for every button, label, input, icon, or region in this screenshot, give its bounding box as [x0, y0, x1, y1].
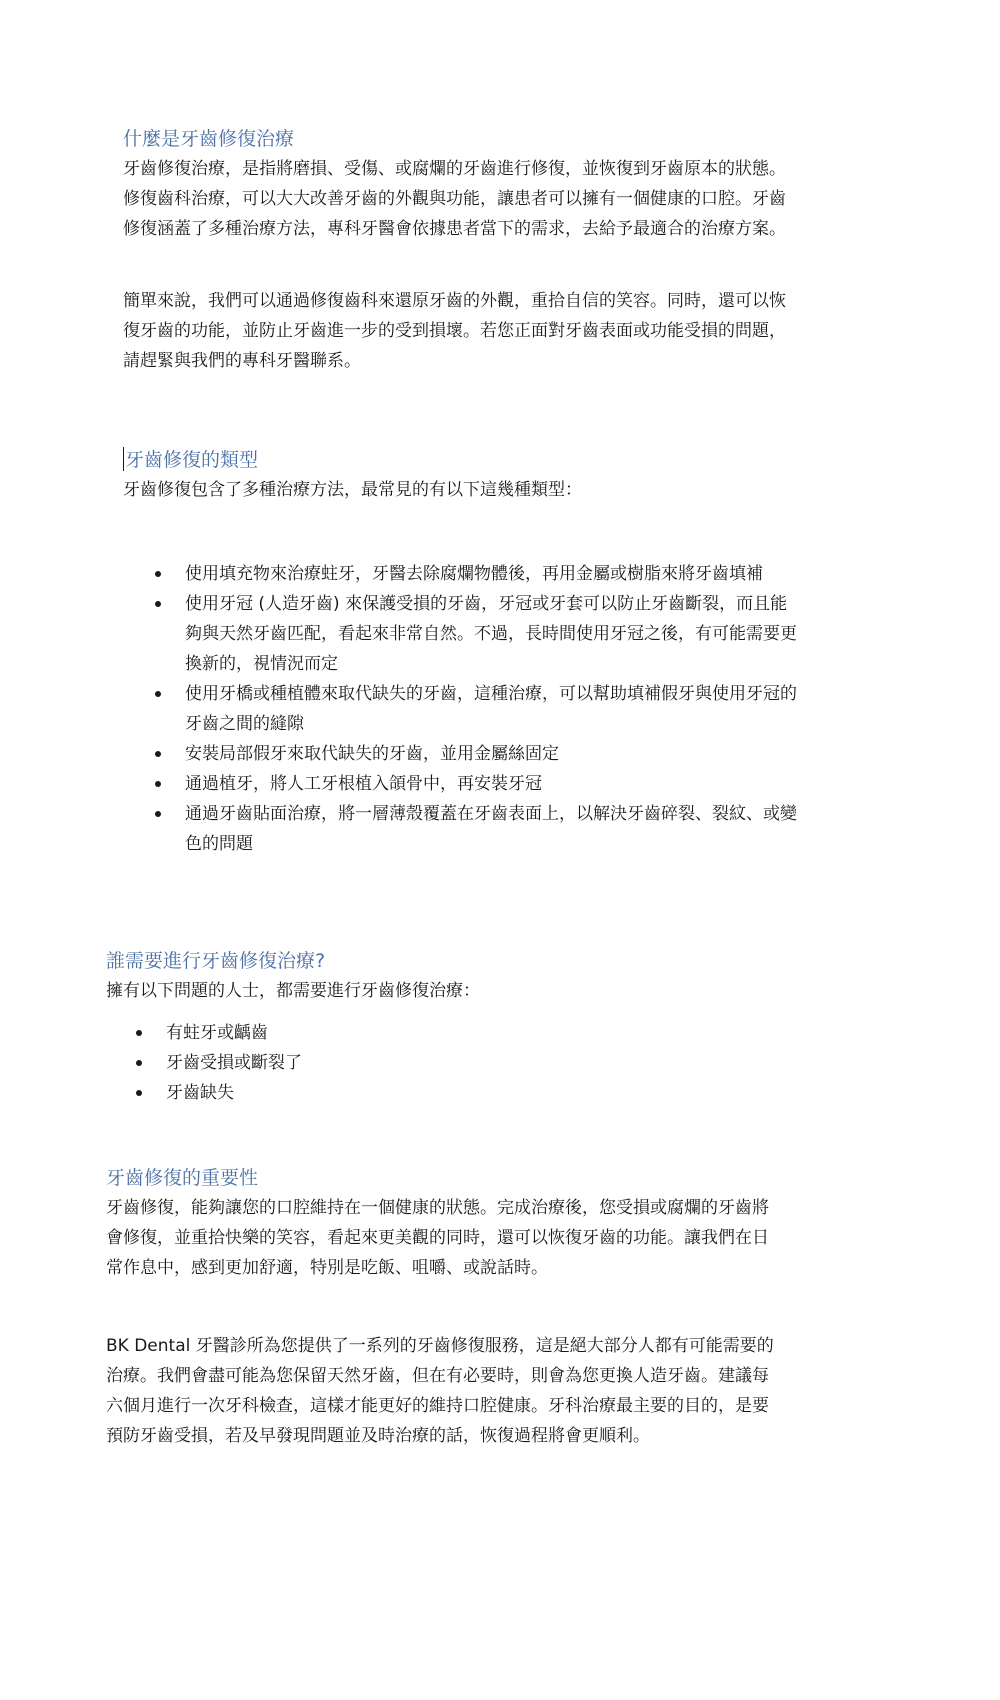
- paragraph: [106, 1193, 926, 1283]
- bullet-icon: [136, 1060, 142, 1066]
- text-line: 六個月進行一次牙科檢查，這樣才能更好的維持口腔健康。牙科治療最主要的目的，是要: [106, 1396, 769, 1416]
- section-restoration-types: [123, 445, 943, 859]
- bullet-icon: [155, 781, 161, 787]
- bullet-icon: [136, 1030, 142, 1036]
- bullet-list: [106, 1018, 926, 1108]
- text-line: 會修復，並重拾快樂的笑容，看起來更美觀的同時，還可以恢復牙齒的功能。讓我們在日: [106, 1228, 769, 1248]
- text-line: 牙齒修復治療，是指將磨損、受傷、或腐爛的牙齒進行修復，並恢復到牙齒原本的狀態。: [123, 159, 786, 179]
- text-line: 復牙齒的功能，並防止牙齒進一步的受到損壞。若您正面對牙齒表面或功能受損的問題，: [123, 321, 786, 341]
- text-line: 使用填充物來治療蛀牙，牙醫去除腐爛物體後，再用金屬或樹脂來將牙齒填補: [185, 564, 763, 584]
- text-line: 色的問題: [185, 834, 253, 854]
- text-line: 簡單來說，我們可以通過修復齒科來還原牙齒的外觀，重拾自信的笑容。同時，還可以恢: [123, 291, 786, 311]
- section-intro: 擁有以下問題的人士，都需要進行牙齒修復治療：: [106, 981, 480, 1001]
- bullet-icon: [155, 811, 161, 817]
- text-line: 請趕緊與我們的專科牙醫聯系。: [123, 351, 361, 371]
- bullet-icon: [155, 751, 161, 757]
- section-importance: [106, 1163, 926, 1451]
- list-item: [106, 1078, 926, 1108]
- text-line: 通過牙齒貼面治療，將一層薄殼覆蓋在牙齒表面上，以解決牙齒碎裂、裂紋、或變: [185, 804, 797, 824]
- text-line: 預防牙齒受損，若及早發現問題並及時治療的話，恢復過程將會更順利。: [106, 1426, 650, 1446]
- section-heading-text: 牙齒修復的類型: [125, 449, 259, 471]
- text-line: 牙齒缺失: [166, 1083, 234, 1103]
- list-item: [123, 589, 943, 679]
- list-item: [123, 679, 943, 739]
- text-line: 換新的，視情況而定: [185, 654, 338, 674]
- section-heading: 什麼是牙齒修復治療: [123, 128, 295, 150]
- paragraph: [106, 1331, 926, 1451]
- text-line: 牙齒之間的縫隙: [185, 714, 304, 734]
- section-heading[interactable]: [123, 445, 943, 475]
- section-intro: 牙齒修復包含了多種治療方法，最常見的有以下這幾種類型：: [123, 480, 582, 500]
- list-item: [106, 1018, 926, 1048]
- bullet-icon: [136, 1090, 142, 1096]
- bullet-icon: [155, 571, 161, 577]
- bullet-list: [123, 559, 943, 859]
- text-line: 安裝局部假牙來取代缺失的牙齒，並用金屬絲固定: [185, 744, 559, 764]
- section-who-needs-restoration: [106, 946, 926, 1108]
- text-line: 常作息中，感到更加舒適，特別是吃飯、咀嚼、或說話時。: [106, 1258, 548, 1278]
- list-item: [106, 1048, 926, 1078]
- bullet-icon: [155, 691, 161, 697]
- text-line: 夠與天然牙齒匹配，看起來非常自然。不過，長時間使用牙冠之後，有可能需要更: [185, 624, 797, 644]
- bullet-icon: [155, 601, 161, 607]
- text-line: 使用牙冠 (人造牙齒) 來保護受損的牙齒，牙冠或牙套可以防止牙齒斷裂，而且能: [185, 594, 788, 614]
- text-line: 通過植牙，將人工牙根植入頜骨中，再安裝牙冠: [185, 774, 542, 794]
- section-heading: 誰需要進行牙齒修復治療?: [106, 950, 326, 972]
- list-item: [123, 799, 943, 859]
- text-line: 修復涵蓋了多種治療方法，專科牙醫會依據患者當下的需求，去給予最適合的治療方案。: [123, 219, 786, 239]
- paragraph: [123, 286, 943, 376]
- text-line: 使用牙橋或種植體來取代缺失的牙齒，這種治療，可以幫助填補假牙與使用牙冠的: [185, 684, 797, 704]
- text-line: BK Dental 牙醫診所為您提供了一系列的牙齒修復服務，這是絕大部分人都有可能需要的: [106, 1336, 774, 1356]
- text-cursor: [123, 447, 124, 471]
- list-item: [123, 559, 943, 589]
- section-heading: 牙齒修復的重要性: [106, 1167, 259, 1189]
- text-line: 有蛀牙或齲齒: [166, 1023, 268, 1043]
- text-line: 治療。我們會盡可能為您保留天然牙齒，但在有必要時，則會為您更換人造牙齒。建議每: [106, 1366, 769, 1386]
- paragraph: [123, 154, 943, 244]
- section-what-is-restoration: [123, 124, 943, 376]
- list-item: [123, 769, 943, 799]
- text-line: 牙齒修復，能夠讓您的口腔維持在一個健康的狀態。完成治療後，您受損或腐爛的牙齒將: [106, 1198, 769, 1218]
- list-item: [123, 739, 943, 769]
- text-line: 牙齒受損或斷裂了: [166, 1053, 302, 1073]
- text-line: 修復齒科治療，可以大大改善牙齒的外觀與功能，讓患者可以擁有一個健康的口腔。牙齒: [123, 189, 786, 209]
